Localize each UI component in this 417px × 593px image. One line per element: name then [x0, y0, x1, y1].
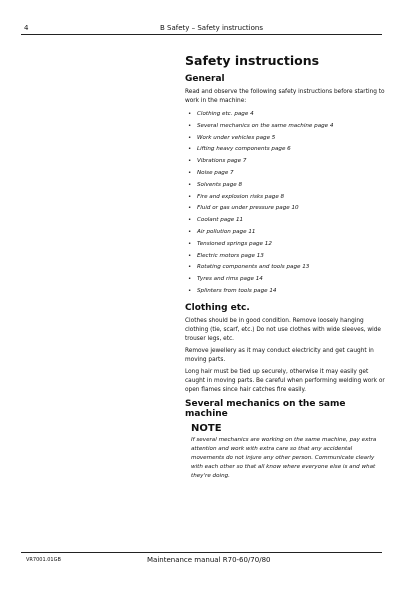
- list-item: [185, 192, 385, 204]
- several-mechanics-heading: Several mechanics on the same machine: [185, 398, 346, 419]
- list-item: [185, 239, 385, 251]
- bullet-icon: •: [188, 228, 192, 235]
- list-item: [185, 286, 385, 298]
- page-number: 4: [24, 24, 29, 32]
- note-text: If several mechanics are working on the same machine, pay extra attention and work with extra care so that any accidental movements do not injure any other person. Communicate clearly with each other so that all know where everyone else is and what they're doing.: [191, 436, 377, 479]
- running-head: B Safety – Safety instructions: [160, 24, 263, 32]
- bullet-icon: •: [188, 276, 192, 283]
- list-item-text: Lifting heavy components page 6: [197, 146, 291, 153]
- list-item-text: Electric motors page 13: [197, 252, 264, 259]
- list-item: [185, 227, 385, 239]
- list-item: [185, 133, 385, 145]
- bullet-icon: •: [188, 134, 192, 141]
- list-item-text: Air pollution page 11: [197, 228, 256, 235]
- list-item-text: Tyres and rims page 14: [197, 276, 263, 283]
- list-item-text: Vibrations page 7: [197, 158, 247, 165]
- bullet-icon: •: [188, 217, 192, 224]
- list-item-text: Fluid or gas under pressure page 10: [197, 205, 299, 212]
- list-item: [185, 121, 385, 133]
- list-item-text: Several mechanics on the same machine page 4: [197, 122, 334, 129]
- bullet-icon: •: [188, 240, 192, 247]
- list-item: [185, 215, 385, 227]
- list-item: [185, 156, 385, 168]
- list-item-text: Fire and explosion risks page 8: [197, 193, 285, 200]
- list-item-text: Rotating components and tools page 13: [197, 264, 310, 271]
- document-code: VR7001.01GB: [26, 557, 61, 563]
- list-item-text: Tensioned springs page 12: [197, 240, 272, 247]
- list-item-text: Splinters from tools page 14: [197, 287, 277, 294]
- clothing-heading: Clothing etc.: [185, 302, 250, 313]
- bullet-icon: •: [188, 264, 192, 271]
- jewellery-paragraph: Remove jewellery as it may conduct electricity and get caught in moving parts.: [185, 347, 374, 363]
- hair-paragraph: Long hair must be tied up securely, otherwise it may easily get caught in moving parts. Be careful when performing welding work or open flames since hair catches fire easily.: [185, 368, 385, 393]
- list-item-text: Coolant page 11: [197, 217, 244, 224]
- bullet-icon: •: [188, 193, 192, 200]
- list-item-text: Work under vehicles page 5: [197, 134, 276, 141]
- footer-rule: [21, 552, 382, 553]
- bullet-icon: •: [188, 122, 192, 129]
- bullet-icon: •: [188, 158, 192, 165]
- list-item: [185, 109, 385, 121]
- manual-title: Maintenance manual R70-60/70/80: [147, 556, 271, 564]
- bullet-icon: •: [188, 169, 192, 176]
- bullet-icon: •: [188, 111, 192, 117]
- bullet-icon: •: [188, 146, 192, 153]
- note-title: NOTE: [191, 422, 222, 434]
- list-item: [185, 203, 385, 215]
- list-item: [185, 180, 385, 192]
- clothing-paragraph: Clothes should be in good condition. Remove loosely hanging clothing (tie, scarf, etc.) Do not use clothes with wide sleeves, wide trouser legs, etc.: [185, 317, 381, 342]
- bullet-icon: •: [188, 181, 192, 188]
- safety-topics-list: [185, 109, 385, 298]
- list-item-text: Clothing etc. page 4: [197, 111, 254, 117]
- header-rule: [21, 34, 382, 35]
- page-title: Safety instructions: [185, 53, 320, 68]
- note-box: [185, 423, 385, 481]
- general-heading: General: [185, 74, 225, 84]
- list-item: [185, 274, 385, 286]
- bullet-icon: •: [188, 287, 192, 294]
- list-item: [185, 144, 385, 156]
- list-item: [185, 262, 385, 274]
- general-intro: Read and observe the following safety instructions before starting to work in the machine:: [185, 89, 385, 104]
- bullet-icon: •: [188, 205, 192, 212]
- list-item: [185, 168, 385, 180]
- bullet-icon: •: [188, 252, 192, 259]
- list-item-text: Solvents page 8: [197, 181, 243, 188]
- list-item: [185, 251, 385, 263]
- list-item-text: Noise page 7: [197, 169, 234, 176]
- main-content: [185, 53, 385, 481]
